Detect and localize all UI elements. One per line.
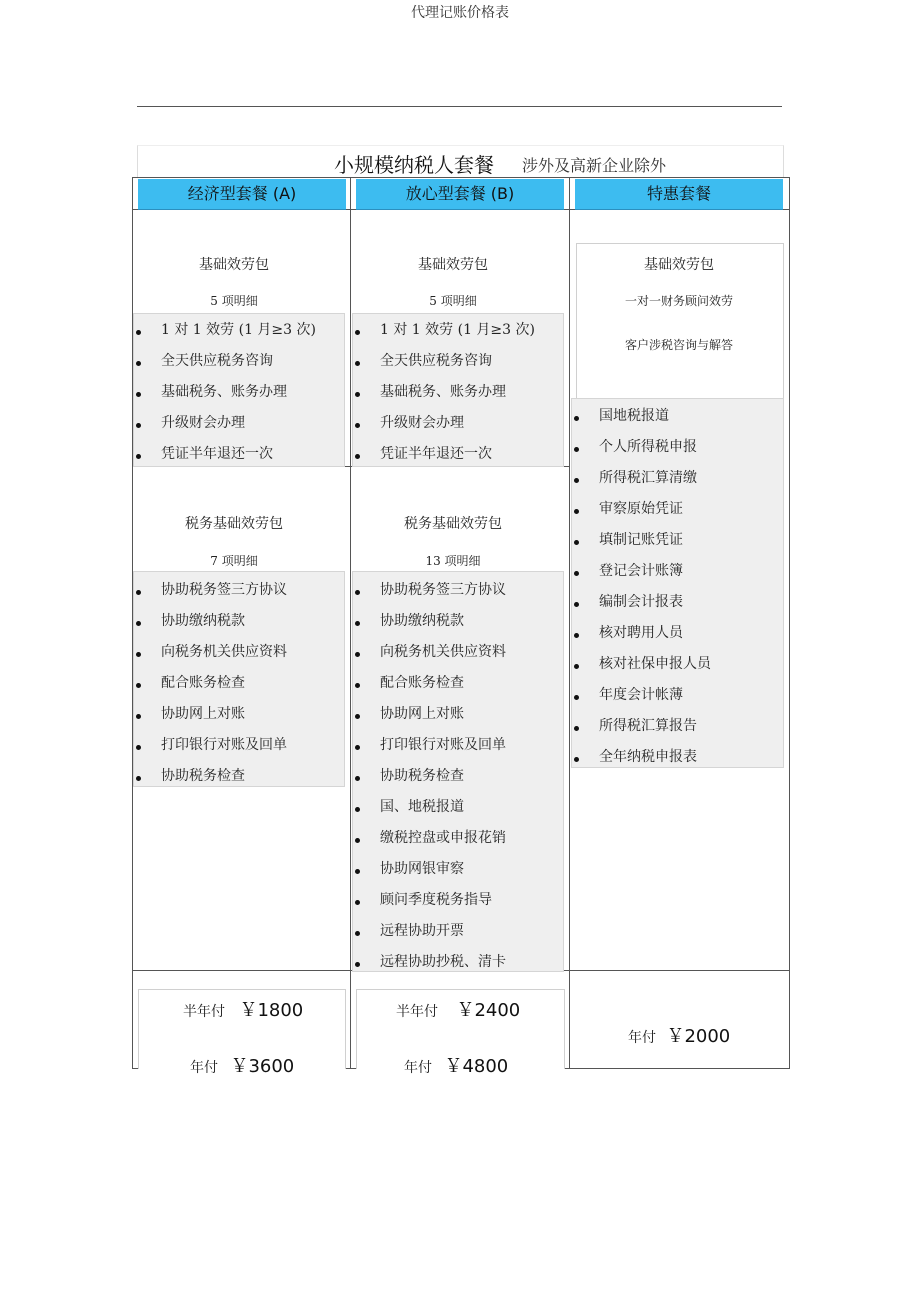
list-item: 个人所得税申报 (571, 432, 711, 463)
colC-basic-line1: 一对一财务顾问效劳 (624, 294, 733, 308)
table-subtitle: 涉外及高新企业除外 (522, 156, 667, 175)
list-item: 国地税报道 (571, 401, 711, 432)
column-divider-2 (569, 177, 570, 1068)
list-item: 协助缴纳税款 (352, 606, 506, 637)
price-label: 半年付 (183, 1004, 225, 1020)
list-item: 向税务机关供应资料 (352, 637, 506, 668)
colA-basic-title: 基础效劳包 (199, 257, 269, 273)
list-item: 远程协助开票 (352, 916, 506, 947)
list-item: 协助缴纳税款 (133, 606, 287, 637)
list-item: 打印银行对账及回单 (352, 730, 506, 761)
price-value: ￥3600 (230, 1056, 295, 1077)
colB-basic-count: 5 项明细 (429, 294, 477, 308)
table-title: 小规模纳税人套餐 (334, 153, 494, 177)
list-item: 远程协助抄税、清卡 (352, 947, 506, 978)
list-item: 全天供应税务咨询 (352, 346, 535, 377)
list-item: 打印银行对账及回单 (133, 730, 287, 761)
list-item: 所得税汇算清缴 (571, 463, 711, 494)
colB-tax-list (352, 575, 506, 978)
list-item: 所得税汇算报告 (571, 711, 711, 742)
colA-basic-count: 5 项明细 (210, 294, 258, 308)
column-header-assured: 放心型套餐 (B) (356, 179, 564, 210)
list-item: 协助税务签三方协议 (133, 575, 287, 606)
list-item: 凭证半年退还一次 (133, 439, 316, 470)
list-item: 1 对 1 效劳 (1 月≥3 次) (133, 315, 316, 346)
list-item: 填制记账凭证 (571, 525, 711, 556)
list-item: 凭证半年退还一次 (352, 439, 535, 470)
list-item: 协助网上对账 (133, 699, 287, 730)
colC-items-list (571, 401, 711, 773)
colB-tax-title: 税务基础效劳包 (404, 516, 502, 532)
list-item: 全天供应税务咨询 (133, 346, 316, 377)
column-header-special: 特惠套餐 (575, 179, 783, 210)
colB-tax-count: 13 项明细 (425, 554, 481, 568)
colA-tax-list (133, 575, 287, 792)
price-value: ￥1800 (239, 1000, 304, 1021)
price-label: 半年付 (396, 1004, 438, 1020)
price-label: 年付 (404, 1060, 432, 1076)
header-divider (137, 106, 782, 107)
list-item: 年度会计帐薄 (571, 680, 711, 711)
price-value: ￥2400 (456, 1000, 521, 1021)
price-value: ￥2000 (666, 1026, 731, 1047)
list-item: 协助税务签三方协议 (352, 575, 506, 606)
list-item: 协助税务检查 (352, 761, 506, 792)
price-label: 年付 (190, 1060, 218, 1076)
list-item: 核对聘用人员 (571, 618, 711, 649)
list-item: 向税务机关供应资料 (133, 637, 287, 668)
list-item: 编制会计报表 (571, 587, 711, 618)
column-header-economy: 经济型套餐 (A) (138, 179, 346, 210)
price-label: 年付 (628, 1030, 656, 1046)
colA-price-year (190, 1052, 294, 1078)
list-item: 配合账务检查 (352, 668, 506, 699)
colB-price-half (396, 996, 520, 1022)
colA-tax-title: 税务基础效劳包 (185, 516, 283, 532)
colA-tax-count: 7 项明细 (210, 554, 258, 568)
colC-basic-line2: 客户涉税咨询与解答 (624, 338, 733, 352)
colB-basic-title: 基础效劳包 (418, 257, 488, 273)
list-item: 1 对 1 效劳 (1 月≥3 次) (352, 315, 535, 346)
list-item: 顾问季度税务指导 (352, 885, 506, 916)
price-value: ￥4800 (444, 1056, 509, 1077)
table-title-row (137, 145, 784, 178)
list-item: 全年纳税申报表 (571, 742, 711, 773)
list-item: 协助网上对账 (352, 699, 506, 730)
list-item: 缴税控盘或申报花销 (352, 823, 506, 854)
list-item: 基础税务、账务办理 (133, 377, 316, 408)
list-item: 升级财会办理 (352, 408, 535, 439)
list-item: 升级财会办理 (133, 408, 316, 439)
colA-basic-list (133, 315, 316, 470)
list-item: 审察原始凭证 (571, 494, 711, 525)
list-item: 登记会计账簿 (571, 556, 711, 587)
colC-basic-title: 基础效劳包 (644, 257, 714, 273)
colC-price-year (628, 1022, 730, 1048)
colB-basic-list (352, 315, 535, 470)
column-divider-1 (350, 177, 351, 1068)
list-item: 国、地税报道 (352, 792, 506, 823)
list-item: 协助税务检查 (133, 761, 287, 792)
list-item: 协助网银审察 (352, 854, 506, 885)
colB-price-year (404, 1052, 508, 1078)
document-header: 代理记账价格表 (411, 5, 509, 21)
list-item: 配合账务检查 (133, 668, 287, 699)
list-item: 核对社保申报人员 (571, 649, 711, 680)
list-item: 基础税务、账务办理 (352, 377, 535, 408)
colA-price-half (183, 996, 303, 1022)
